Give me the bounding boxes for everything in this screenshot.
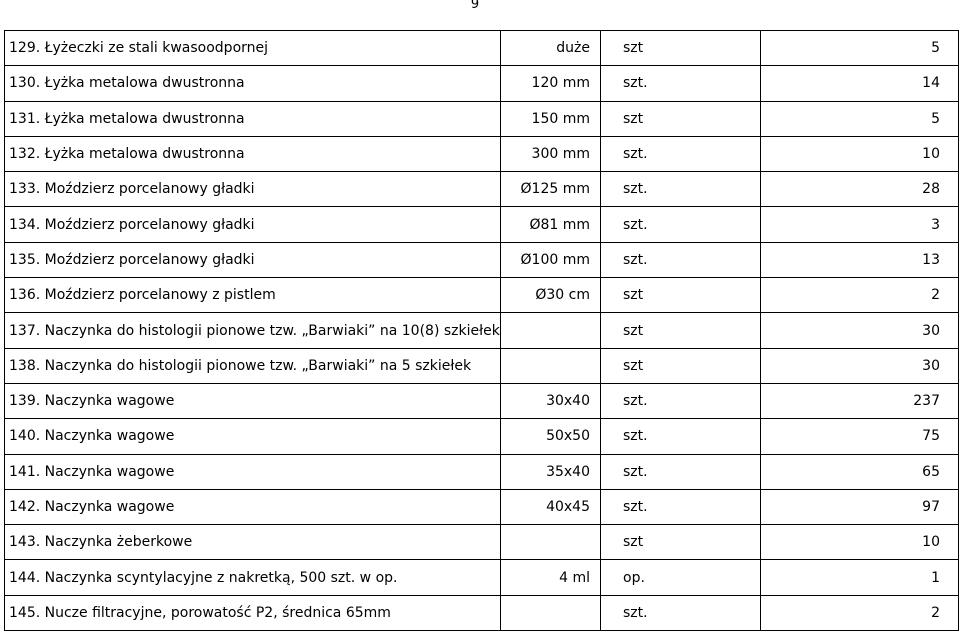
item-size-cell: 300 mm xyxy=(501,136,601,171)
item-unit-cell: szt. xyxy=(601,595,761,630)
item-quantity-cell: 5 xyxy=(761,101,959,136)
item-size-cell: 120 mm xyxy=(501,66,601,101)
item-size-cell xyxy=(501,525,601,560)
table-row xyxy=(5,136,959,171)
item-quantity-cell: 10 xyxy=(761,525,959,560)
table-row xyxy=(5,207,959,242)
item-quantity-cell: 3 xyxy=(761,207,959,242)
item-name-cell: 136. Moździerz porcelanowy z pistlem xyxy=(5,278,501,313)
item-quantity-cell: 5 xyxy=(761,31,959,66)
item-name-cell: 132. Łyżka metalowa dwustronna xyxy=(5,136,501,171)
table-row xyxy=(5,525,959,560)
item-name-cell: 144. Naczynka scyntylacyjne z nakretką, 500 szt. w op. xyxy=(5,560,501,595)
item-size-cell: Ø81 mm xyxy=(501,207,601,242)
table-row xyxy=(5,66,959,101)
item-size-cell: Ø100 mm xyxy=(501,242,601,277)
item-name-cell: 134. Moździerz porcelanowy gładki xyxy=(5,207,501,242)
item-name-cell: 139. Naczynka wagowe xyxy=(5,383,501,418)
item-name-cell: 135. Moździerz porcelanowy gładki xyxy=(5,242,501,277)
item-unit-cell: szt. xyxy=(601,172,761,207)
item-quantity-cell: 10 xyxy=(761,136,959,171)
item-size-cell: duże xyxy=(501,31,601,66)
item-name-cell: 137. Naczynka do histologii pionowe tzw. „Barwiaki” na 10(8) szkiełek xyxy=(5,313,501,348)
item-name-cell: 138. Naczynka do histologii pionowe tzw. „Barwiaki” na 5 szkiełek xyxy=(5,348,501,383)
item-quantity-cell: 30 xyxy=(761,348,959,383)
item-unit-cell: szt. xyxy=(601,136,761,171)
item-size-cell: 40x45 xyxy=(501,489,601,524)
item-name-cell: 140. Naczynka wagowe xyxy=(5,419,501,454)
table-row xyxy=(5,454,959,489)
item-name-cell: 143. Naczynka żeberkowe xyxy=(5,525,501,560)
item-unit-cell: szt xyxy=(601,31,761,66)
items-table xyxy=(4,30,959,631)
table-row xyxy=(5,383,959,418)
table-row xyxy=(5,101,959,136)
item-size-cell: 150 mm xyxy=(501,101,601,136)
item-unit-cell: szt xyxy=(601,525,761,560)
item-quantity-cell: 28 xyxy=(761,172,959,207)
item-size-cell: 50x50 xyxy=(501,419,601,454)
item-name-cell: 131. Łyżka metalowa dwustronna xyxy=(5,101,501,136)
item-size-cell: 30x40 xyxy=(501,383,601,418)
item-size-cell: 4 ml xyxy=(501,560,601,595)
item-unit-cell: szt. xyxy=(601,242,761,277)
item-size-cell xyxy=(501,595,601,630)
item-size-cell: Ø125 mm xyxy=(501,172,601,207)
item-name-cell: 133. Moździerz porcelanowy gładki xyxy=(5,172,501,207)
table-row xyxy=(5,560,959,595)
item-name-cell: 145. Nucze filtracyjne, porowatość P2, średnica 65mm xyxy=(5,595,501,630)
item-unit-cell: szt. xyxy=(601,66,761,101)
item-unit-cell: szt. xyxy=(601,454,761,489)
item-unit-cell: op. xyxy=(601,560,761,595)
table-row xyxy=(5,595,959,630)
table-row xyxy=(5,348,959,383)
table-row xyxy=(5,242,959,277)
table-row xyxy=(5,419,959,454)
item-unit-cell: szt xyxy=(601,278,761,313)
item-quantity-cell: 2 xyxy=(761,595,959,630)
item-name-cell: 141. Naczynka wagowe xyxy=(5,454,501,489)
item-unit-cell: szt. xyxy=(601,489,761,524)
item-size-cell: 35x40 xyxy=(501,454,601,489)
table-row xyxy=(5,172,959,207)
items-table-body xyxy=(5,31,959,631)
item-quantity-cell: 237 xyxy=(761,383,959,418)
page-number: 9 xyxy=(470,0,480,12)
item-quantity-cell: 65 xyxy=(761,454,959,489)
item-quantity-cell: 13 xyxy=(761,242,959,277)
item-name-cell: 129. Łyżeczki ze stali kwasoodpornej xyxy=(5,31,501,66)
item-size-cell xyxy=(501,313,601,348)
table-row xyxy=(5,313,959,348)
item-quantity-cell: 14 xyxy=(761,66,959,101)
item-unit-cell: szt. xyxy=(601,383,761,418)
item-unit-cell: szt xyxy=(601,348,761,383)
item-quantity-cell: 2 xyxy=(761,278,959,313)
item-name-cell: 130. Łyżka metalowa dwustronna xyxy=(5,66,501,101)
item-unit-cell: szt xyxy=(601,101,761,136)
item-quantity-cell: 97 xyxy=(761,489,959,524)
item-size-cell xyxy=(501,348,601,383)
item-unit-cell: szt. xyxy=(601,207,761,242)
item-unit-cell: szt. xyxy=(601,419,761,454)
item-quantity-cell: 75 xyxy=(761,419,959,454)
table-row xyxy=(5,489,959,524)
item-quantity-cell: 30 xyxy=(761,313,959,348)
item-size-cell: Ø30 cm xyxy=(501,278,601,313)
item-unit-cell: szt xyxy=(601,313,761,348)
table-row xyxy=(5,31,959,66)
table-row xyxy=(5,278,959,313)
item-name-cell: 142. Naczynka wagowe xyxy=(5,489,501,524)
item-quantity-cell: 1 xyxy=(761,560,959,595)
